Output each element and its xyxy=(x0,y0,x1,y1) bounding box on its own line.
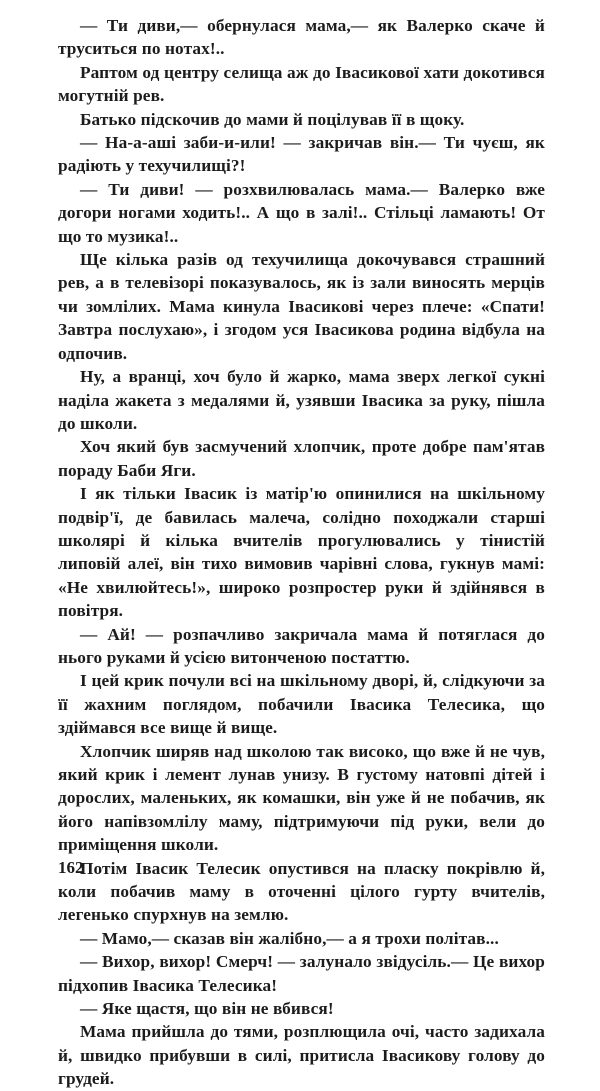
paragraph: — Мамо,— сказав він жалібно,— а я трохи політав... xyxy=(80,928,499,948)
paragraph: Хлопчик ширяв над школою так високо, що вже й не чув, який крик і лемент лунав унизу. В густому натовпі дітей і дорослих, маленьких, як комашки, він уже й не побачив, як його напівзомлілу маму, підтримуючи під руки, вели до приміщення школи. xyxy=(58,741,545,855)
paragraph: — Ай! — розпачливо закричала мама й потяглася до нього руками й усією витонченою постаттю. xyxy=(58,624,545,667)
paragraph: Ще кілька разів од техучилища докочувався страшний рев, а в телевізорі показувалось, як із зали виносять мерців чи зомлілих. Мама кинула Івасикові через плече: «Спати! Завтра послухаю», і згодом уся Івасикова родина відбула на одпочив. xyxy=(58,250,545,363)
paragraph: — Ти диви! — розхвилювалась мама.— Валерко вже догори ногами ходить!.. А що в залі!.. Стільці ламають! От що то музика!.. xyxy=(58,179,545,246)
paragraph: Хоч який був засмучений хлопчик, проте добре пам'ятав пораду Баби Яги. xyxy=(58,437,545,480)
paragraph: — Яке щастя, що він не вбився! xyxy=(80,999,334,1019)
paragraph: Батько підскочив до мами й поцілував її в щоку. xyxy=(80,109,465,129)
paragraph: — Вихор, вихор! Смерч! — залунало звідусіль.— Це вихор підхопив Івасика Телесика! xyxy=(58,952,545,995)
paragraph: Раптом од центру селища аж до Івасикової хати докотився могутній рев. xyxy=(58,62,545,106)
paragraph: — Ти диви,— обернулася мама,— як Валерко скаче й труситься по нотах!.. xyxy=(58,16,545,59)
paragraph: І як тільки Івасик із матір'ю опинилися на шкільному подвір'ї, де бавилась малеча, солідно походжали старші школярі й кілька вчителів прогулювались у тінистій липовій алеї, він тихо вимовив чарівні слова, гукнув мамі: «Не хвилюйтесь!», широко розпростер руки й здійнявся в повітря. xyxy=(58,484,545,621)
paragraph: Ну, а вранці, хоч було й жарко, мама зверх легкої сукні наділа жакета з медалями й, узявши Івасика за руку, пішла до школи. xyxy=(58,367,545,433)
paragraph: І цей крик почули всі на шкільному дворі, й, слідкуючи за її жахним поглядом, побачили Івасика Телесика, що здіймався все вище й вище. xyxy=(58,671,545,738)
paragraph: Потім Івасик Телесик опустився на пласку покрівлю й, коли побачив маму в оточенні цілого гурту вчителів, легенько спурхнув на землю. xyxy=(58,858,545,925)
page-number: 162 xyxy=(58,858,84,877)
page-text xyxy=(58,14,545,1091)
paragraph: Мама прийшла до тями, розплющила очі, часто задихала й, швидко прибувши в силі, притисла Івасикову голову до грудей. xyxy=(58,1022,545,1089)
paragraph: — На-а-аші заби-и-или! — закричав він.— Ти чуєш, як радіють у техучилищі?! xyxy=(58,133,545,176)
